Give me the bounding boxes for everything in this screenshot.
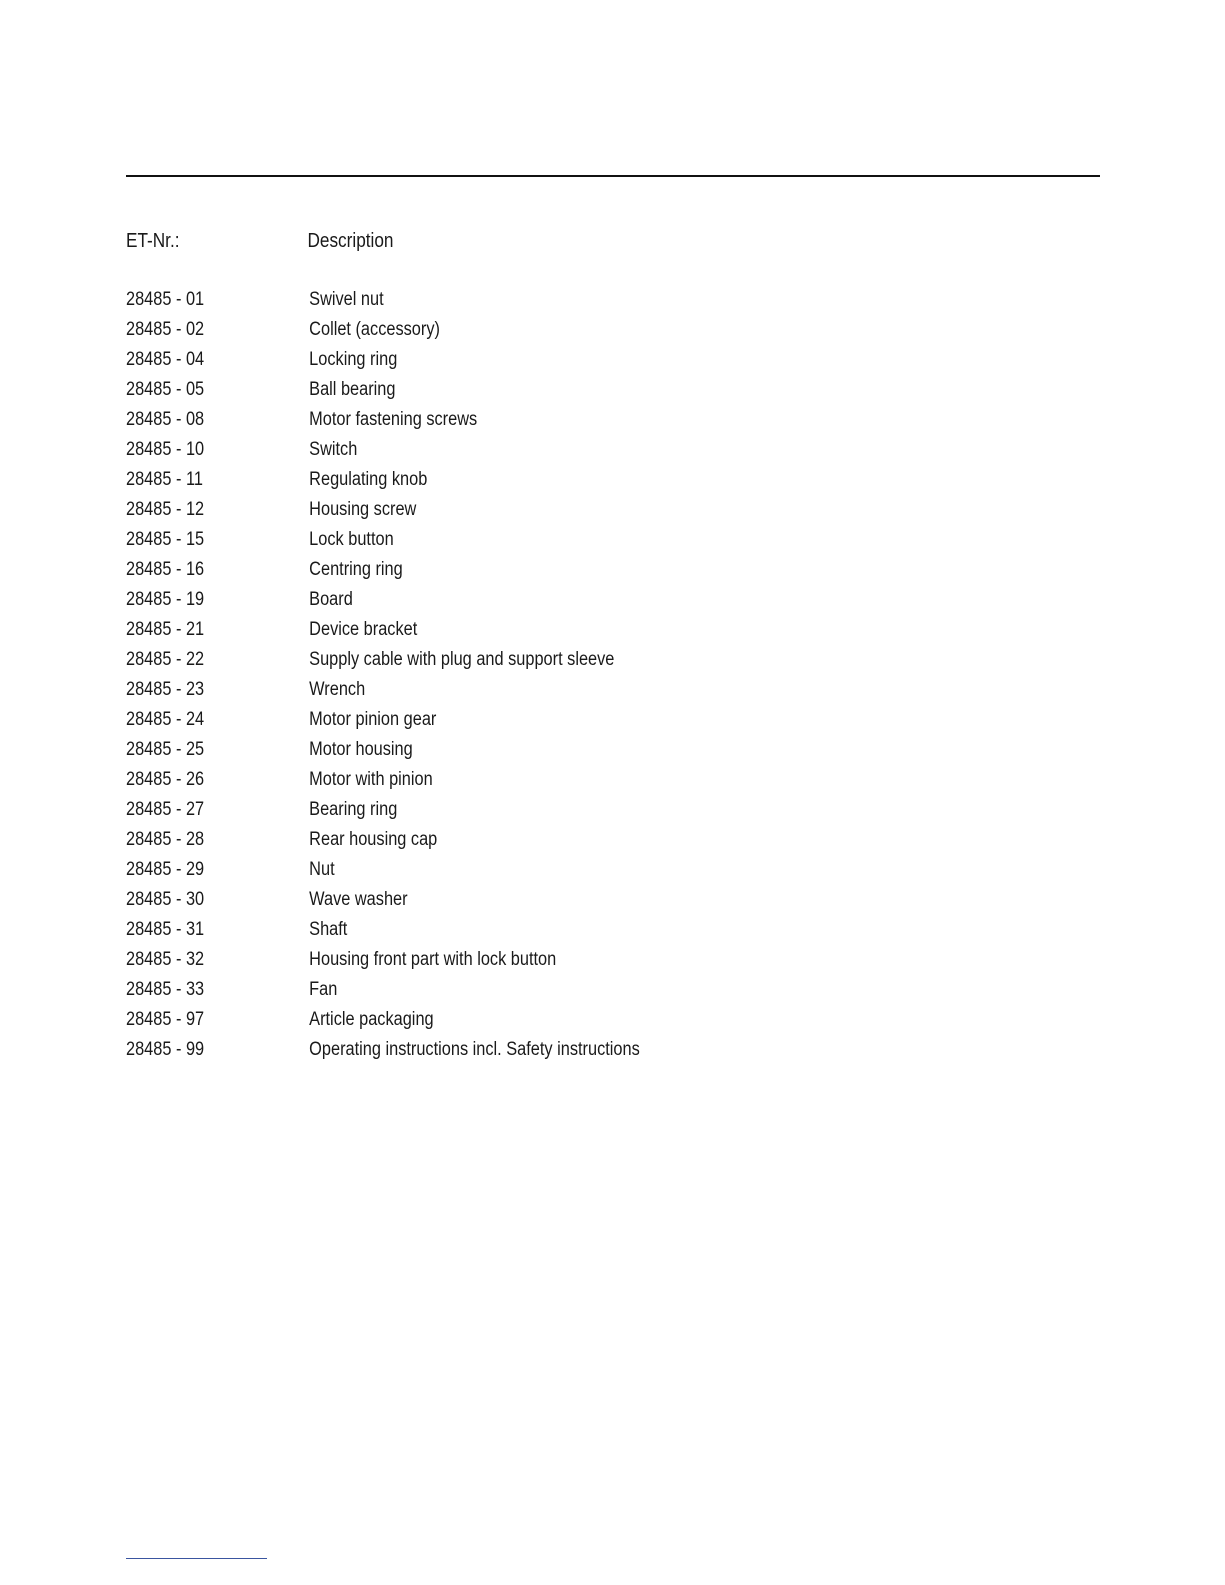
part-number: 28485 - 11 xyxy=(126,469,203,490)
part-description: Fan xyxy=(309,979,338,1000)
part-description: Nut xyxy=(309,859,335,880)
list-item xyxy=(126,855,1026,885)
list-item xyxy=(126,645,1026,675)
list-item xyxy=(126,285,1026,315)
part-number: 28485 - 16 xyxy=(126,559,205,580)
column-header-description: Description xyxy=(307,230,394,252)
list-item-row xyxy=(126,675,1020,705)
part-description: Motor housing xyxy=(309,739,413,760)
top-divider xyxy=(126,175,1100,177)
part-number: 28485 - 08 xyxy=(126,409,205,430)
list-item xyxy=(126,435,1026,465)
list-item xyxy=(126,765,1026,795)
footnote-divider xyxy=(126,1558,267,1559)
list-item xyxy=(126,735,1026,765)
part-description: Regulating knob xyxy=(309,469,428,490)
list-item xyxy=(126,975,1026,1005)
list-item-row xyxy=(126,825,1020,855)
list-item xyxy=(126,615,1026,645)
list-item-row xyxy=(126,885,1020,915)
list-item-row xyxy=(126,765,1020,795)
part-description: Swivel nut xyxy=(309,289,384,310)
list-item xyxy=(126,825,1026,855)
list-item-row xyxy=(126,375,1020,405)
part-description: Motor fastening screws xyxy=(309,409,478,430)
list-item-row xyxy=(126,855,1020,885)
list-item xyxy=(126,675,1026,705)
list-item xyxy=(126,495,1026,525)
list-item-row xyxy=(126,615,1020,645)
list-item-row xyxy=(126,795,1020,825)
part-description: Wrench xyxy=(309,679,366,700)
list-item-row xyxy=(126,405,1020,435)
part-number: 28485 - 23 xyxy=(126,679,205,700)
part-description: Shaft xyxy=(309,919,348,940)
part-number: 28485 - 99 xyxy=(126,1039,205,1060)
part-number: 28485 - 97 xyxy=(126,1009,205,1030)
list-item-row xyxy=(126,465,1020,495)
list-item-row xyxy=(126,315,1020,345)
part-description: Housing screw xyxy=(309,499,417,520)
list-item xyxy=(126,555,1026,585)
part-number: 28485 - 10 xyxy=(126,439,205,460)
list-item xyxy=(126,405,1026,435)
list-item xyxy=(126,1005,1026,1035)
list-item xyxy=(126,795,1026,825)
part-number: 28485 - 25 xyxy=(126,739,205,760)
list-item-row xyxy=(126,525,1020,555)
part-number: 28485 - 24 xyxy=(126,709,205,730)
part-description: Article packaging xyxy=(309,1009,434,1030)
part-number: 28485 - 31 xyxy=(126,919,205,940)
list-item xyxy=(126,585,1026,615)
part-number: 28485 - 22 xyxy=(126,649,205,670)
list-item-row xyxy=(126,1005,1020,1035)
list-item xyxy=(126,915,1026,945)
part-number: 28485 - 02 xyxy=(126,319,205,340)
list-item xyxy=(126,345,1026,375)
part-number: 28485 - 30 xyxy=(126,889,205,910)
part-number: 28485 - 19 xyxy=(126,589,205,610)
part-number: 28485 - 29 xyxy=(126,859,205,880)
part-number: 28485 - 27 xyxy=(126,799,205,820)
list-item-row xyxy=(126,435,1020,465)
part-description: Device bracket xyxy=(309,619,418,640)
part-number: 28485 - 33 xyxy=(126,979,205,1000)
part-description: Board xyxy=(309,589,353,610)
part-description: Supply cable with plug and support sleeve xyxy=(309,649,615,670)
list-item-row xyxy=(126,945,1020,975)
part-description: Ball bearing xyxy=(309,379,396,400)
part-description: Collet (accessory) xyxy=(309,319,440,340)
list-item-row xyxy=(126,975,1020,1005)
part-number: 28485 - 15 xyxy=(126,529,205,550)
part-number: 28485 - 05 xyxy=(126,379,205,400)
list-item-row xyxy=(126,735,1020,765)
list-item xyxy=(126,705,1026,735)
list-item-row xyxy=(126,285,1020,315)
column-header-et-nr: ET-Nr.: xyxy=(126,230,180,252)
list-item xyxy=(126,315,1026,345)
part-description: Bearing ring xyxy=(309,799,398,820)
part-description: Wave washer xyxy=(309,889,408,910)
list-item-row xyxy=(126,705,1020,735)
part-description: Switch xyxy=(309,439,358,460)
list-item-row xyxy=(126,915,1020,945)
list-item xyxy=(126,885,1026,915)
list-item-row xyxy=(126,345,1020,375)
list-item-row xyxy=(126,585,1020,615)
part-description: Rear housing cap xyxy=(309,829,438,850)
parts-list xyxy=(126,285,1026,1065)
part-number: 28485 - 32 xyxy=(126,949,205,970)
list-item xyxy=(126,465,1026,495)
part-number: 28485 - 01 xyxy=(126,289,205,310)
list-item-row xyxy=(126,1035,1020,1065)
part-description: Motor pinion gear xyxy=(309,709,437,730)
part-description: Housing front part with lock button xyxy=(309,949,557,970)
part-description: Lock button xyxy=(309,529,394,550)
part-number: 28485 - 04 xyxy=(126,349,205,370)
list-item-row xyxy=(126,555,1020,585)
list-item xyxy=(126,945,1026,975)
list-item-row xyxy=(126,645,1020,675)
part-description: Locking ring xyxy=(309,349,398,370)
list-item xyxy=(126,1035,1026,1065)
part-description: Centring ring xyxy=(309,559,403,580)
part-number: 28485 - 12 xyxy=(126,499,205,520)
part-number: 28485 - 26 xyxy=(126,769,205,790)
parts-table-header xyxy=(126,226,900,256)
part-number: 28485 - 21 xyxy=(126,619,205,640)
list-item xyxy=(126,525,1026,555)
part-description: Motor with pinion xyxy=(309,769,433,790)
list-item-row xyxy=(126,495,1020,525)
part-number: 28485 - 28 xyxy=(126,829,205,850)
part-description: Operating instructions incl. Safety instructions xyxy=(309,1039,640,1060)
list-item xyxy=(126,375,1026,405)
